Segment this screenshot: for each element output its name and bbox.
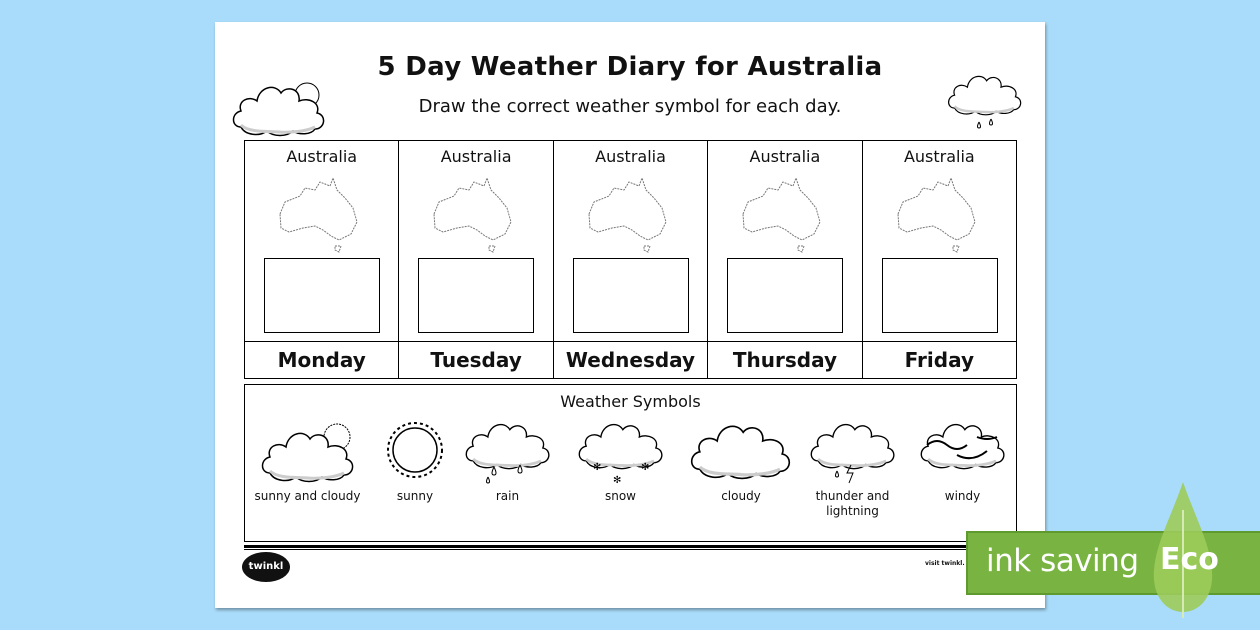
symbol-label: sunny and cloudy (254, 489, 361, 503)
drawing-box[interactable] (418, 258, 534, 333)
page-title: 5 Day Weather Diary for Australia (377, 52, 883, 82)
day-name: Wednesday (554, 341, 707, 378)
symbol-label: sunny (396, 489, 434, 503)
cloud-icon (686, 415, 796, 485)
day-country-label: Australia (440, 147, 512, 166)
eco-label: Eco (1160, 542, 1219, 577)
symbol-label: cloudy (721, 489, 761, 503)
worksheet (215, 22, 1045, 608)
australia-map-icon (584, 174, 674, 254)
weather-symbols-panel (244, 384, 1017, 542)
day-column-monday (245, 141, 399, 378)
symbol-rain (455, 415, 560, 504)
day-column-thursday (708, 141, 862, 378)
ink-saving-text: ink saving (986, 543, 1139, 579)
day-column-tuesday (399, 141, 553, 378)
symbol-windy (915, 415, 1010, 504)
symbol-cloudy (685, 415, 797, 504)
day-column-friday (863, 141, 1016, 378)
day-name: Monday (245, 341, 398, 378)
day-country-label: Australia (749, 147, 821, 166)
rain-icon (458, 415, 558, 485)
svg-text:✻: ✻ (640, 462, 649, 473)
australia-map-icon (893, 174, 983, 254)
twinkl-logo: twinkl (242, 552, 290, 582)
symbol-sunny-and-cloudy (250, 415, 365, 504)
symbol-label: windy (944, 489, 981, 503)
symbol-sunny (375, 415, 455, 504)
drawing-box[interactable] (573, 258, 689, 333)
symbol-label: snow (604, 489, 636, 503)
svg-text:✻: ✻ (612, 475, 621, 485)
day-name: Friday (863, 341, 1016, 378)
symbol-label: rain (495, 489, 520, 503)
symbol-thunder-lightning (805, 415, 900, 519)
australia-map-icon (429, 174, 519, 254)
day-country-label: Australia (903, 147, 975, 166)
footer-divider-thin (244, 549, 1017, 550)
symbols-title: Weather Symbols (560, 392, 701, 411)
drawing-box[interactable] (882, 258, 998, 333)
day-country-label: Australia (595, 147, 666, 166)
snow-icon (571, 415, 671, 485)
australia-map-icon (738, 174, 828, 254)
day-name: Tuesday (399, 341, 552, 378)
sun-icon (380, 415, 450, 485)
thunder-icon (807, 415, 899, 485)
page-subtitle: Draw the correct weather symbol for each day. (418, 96, 842, 117)
drawing-box[interactable] (264, 258, 380, 333)
day-name: Thursday (708, 341, 861, 378)
visit-link[interactable]: visit twinkl. (925, 560, 965, 567)
day-column-wednesday (554, 141, 708, 378)
footer-divider (244, 545, 1017, 548)
drawing-box[interactable] (727, 258, 843, 333)
svg-text:✻: ✻ (592, 462, 601, 473)
symbol-label: thunder and lightning (815, 489, 890, 518)
day-country-label: Australia (286, 147, 358, 166)
wind-icon (917, 415, 1009, 485)
symbol-snow (568, 415, 673, 504)
sunny-cloudy-icon (252, 415, 364, 485)
australia-map-icon (275, 174, 365, 254)
day-grid (244, 140, 1017, 379)
